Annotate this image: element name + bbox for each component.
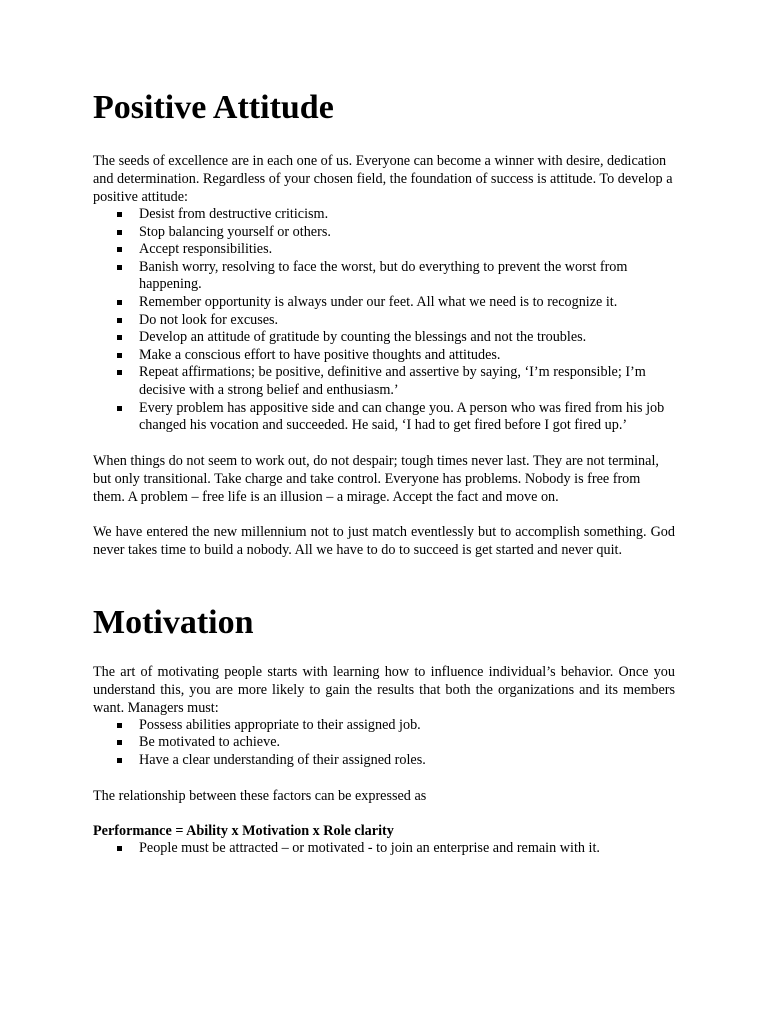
list-item: Banish worry, resolving to face the worst, but do everything to prevent the worst from happening. bbox=[93, 259, 675, 294]
paragraph-tough-times: When things do not seem to work out, do not despair; tough times never last. They are not terminal, but only transitional. Take charge and take control. Everyone has problems. Nobody is free from them. A problem – free life is an illusion – a mirage. Accept the fact and move on. bbox=[93, 452, 659, 505]
list-item: Accept responsibilities. bbox=[93, 241, 675, 259]
list-item: People must be attracted – or motivated - to join an enterprise and remain with it. bbox=[93, 840, 675, 858]
document-page bbox=[93, 88, 675, 857]
list-item: Have a clear understanding of their assigned roles. bbox=[93, 752, 675, 770]
performance-formula: Performance = Ability x Motivation x Role clarity bbox=[93, 822, 394, 839]
people-bullet-list bbox=[93, 840, 675, 858]
paragraph-new-millennium: We have entered the new millennium not to just match eventlessly but to accomplish something. God never takes time to build a nobody. All we have to do to succeed is get started and never quit. bbox=[93, 523, 675, 558]
list-item: Remember opportunity is always under our feet. All what we need is to recognize it. bbox=[93, 294, 675, 312]
list-item: Make a conscious effort to have positive thoughts and attitudes. bbox=[93, 347, 675, 365]
list-item: Develop an attitude of gratitude by counting the blessings and not the troubles. bbox=[93, 329, 675, 347]
paragraph-attitude-intro: The seeds of excellence are in each one of us. Everyone can become a winner with desire, dedication and determination. Regardless of your chosen field, the foundation of success is attitude. To develop a positive attitude: bbox=[93, 153, 673, 205]
heading-motivation: Motivation bbox=[93, 603, 254, 641]
list-item: Every problem has appositive side and can change you. A person who was fired from his job changed his vocation and succeeded. He said, ‘I had to get fired before I got fired up.’ bbox=[93, 400, 675, 435]
paragraph-relationship: The relationship between these factors can be expressed as bbox=[93, 787, 427, 804]
list-item: Stop balancing yourself or others. bbox=[93, 224, 675, 242]
list-item: Desist from destructive criticism. bbox=[93, 206, 675, 224]
list-item: Do not look for excuses. bbox=[93, 312, 675, 330]
list-item: Be motivated to achieve. bbox=[93, 734, 675, 752]
list-item: Repeat affirmations; be positive, definitive and assertive by saying, ‘I’m responsible; I’m decisive with a strong belief and enthusiasm.’ bbox=[93, 364, 675, 399]
paragraph-motivation-intro: The art of motivating people starts with learning how to influence individual’s behavior. Once you understand this, you are more likely to gain the results that both the organizations and its members want. Managers must: bbox=[93, 663, 675, 716]
attitude-bullet-list bbox=[93, 206, 675, 435]
heading-positive-attitude: Positive Attitude bbox=[93, 89, 334, 126]
managers-bullet-list bbox=[93, 717, 675, 770]
list-item: Possess abilities appropriate to their assigned job. bbox=[93, 717, 675, 735]
